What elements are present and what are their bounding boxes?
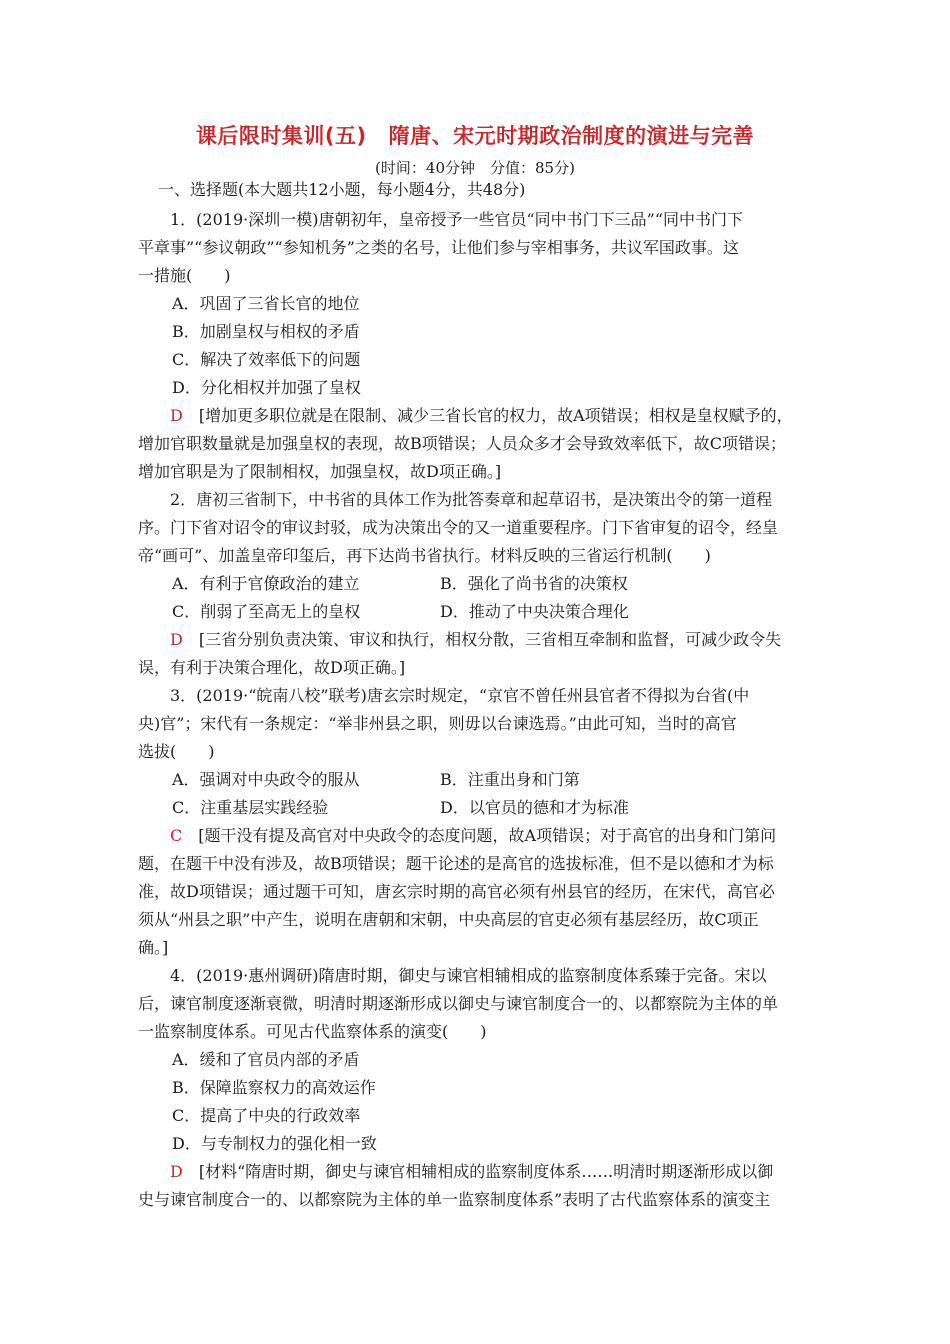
question-3-explanation: 题，在题干中没有涉及，故B项错误；题干论述的是高官的选拔标准，但不是以德和才为标 [138,854,774,873]
question-4-explanation: 史与谏官制度合一的、以都察院为主体的单一监察制度体系”表明了古代监察体系的演变主 [138,1190,771,1209]
question-1-line: 一措施( ) [138,266,231,285]
question-3-option-b: B．注重出身和门第 [440,770,580,789]
question-2-option-a: A．有利于官僚政治的建立 [172,574,360,593]
question-3-option-d: D．以官员的德和才为标准 [440,798,629,817]
question-4-line: 4．(2019·惠州调研)隋唐时期，御史与谏官相辅相成的监察制度体系臻于完备。宋以 [170,966,767,985]
question-3-line: 选拔( ) [138,742,215,761]
question-1-explanation [170,406,850,426]
question-2-explanation: 误，有利于决策合理化，故D项正确。] [138,658,406,677]
question-4-answer: D [170,1162,183,1181]
question-4-option-a: A．缓和了官员内部的矛盾 [172,1050,360,1069]
question-1-option-d: D．分化相权并加强了皇权 [172,378,361,397]
question-4-option-b: B．保障监察权力的高效运作 [172,1078,376,1097]
question-1-explanation: 增加官职是为了限制相权，加强皇权，故D项正确。] [138,462,502,481]
explanation-text: [三省分别负责决策、审议和执行，相权分散，三省相互牵制和监督，可减少政令失 [198,630,782,649]
question-1-option-c: C．解决了效率低下的问题 [172,350,361,369]
question-1-option-b: B．加剧皇权与相权的矛盾 [172,322,360,341]
question-2-line: 2．唐初三省制下，中书省的具体工作为批答奏章和起草诏书，是决策出令的第一道程 [170,490,773,509]
question-1-line: 平章事”“参议朝政”“参知机务”之类的名号，让他们参与宰相事务，共议军国政事。这 [138,238,739,257]
question-4-line: 一监察制度体系。可见古代监察体系的演变( ) [138,1022,487,1041]
question-3-explanation: 确。] [138,938,169,957]
question-2-line: 序。门下省对诏令的审议封驳，成为决策出令的又一道重要程序。门下省审复的诏令，经皇 [138,518,779,537]
question-2-option-c: C．削弱了至高无上的皇权 [172,602,361,621]
question-3-line: 3．(2019·“皖南八校”联考)唐玄宗时规定，“京官不曾任州县官者不得拟为台省(中 [170,686,750,705]
time-score-info: (时间：40分钟 分值：85分) [375,159,575,177]
question-4-explanation [170,1162,850,1182]
question-3-explanation: 准，故D项错误；通过题干可知，唐玄宗时期的高官必须有州县官的经历，在宋代，高官必 [138,882,775,901]
question-1-explanation: 增加官职数量就是加强皇权的表现，故B项错误；人员众多才会导致效率低下，故C项错误； [138,434,787,453]
explanation-text: [增加更多职位就是在限制、减少三省长官的权力，故A项错误；相权是皇权赋予的， [198,406,793,425]
question-2-answer: D [170,630,183,649]
question-4-option-d: D．与专制权力的强化相一致 [172,1134,377,1153]
question-1-option-a: A．巩固了三省长官的地位 [172,294,360,313]
explanation-text: [材料“隋唐时期，御史与谏官相辅相成的监察制度体系……明清时期逐渐形成以御 [198,1162,774,1181]
question-3-option-a: A．强调对中央政令的服从 [172,770,360,789]
question-2-explanation [170,630,850,650]
title-part-1: 课后限时集训(五) [195,124,367,148]
question-3-option-c: C．注重基层实践经验 [172,798,329,817]
question-3-line: 央)官”；宋代有一条规定：“举非州县之职，则毋以台谏选焉。”由此可知，当时的高官 [138,714,737,733]
question-4-option-c: C．提高了中央的行政效率 [172,1106,361,1125]
explanation-text: [题干没有提及高官对中央政令的态度问题，故A项错误；对于高官的出身和门第问 [198,826,777,845]
page-title [0,120,950,150]
question-2-line: 帝“画可”、加盖皇帝印玺后，再下达尚书省执行。材料反映的三省运行机制( ) [138,546,711,565]
question-1-line: 1．(2019·深圳一模)唐朝初年，皇帝授予一些官员“同中书门下三品”“同中书门下 [170,210,744,229]
section-heading: 一、选择题(本大题共12小题，每小题4分，共48分) [158,180,526,199]
title-part-2: 隋唐、宋元时期政治制度的演进与完善 [388,124,755,148]
question-3-explanation [170,826,850,846]
question-4-line: 后，谏官制度逐渐衰微，明清时期逐渐形成以御史与谏官制度合一的、以都察院为主体的单 [138,994,779,1013]
question-2-option-b: B．强化了尚书省的决策权 [440,574,628,593]
question-2-option-d: D．推动了中央决策合理化 [440,602,629,621]
question-1-answer: D [170,406,183,425]
question-3-explanation: 须从“州县之职”中产生，说明在唐朝和宋朝，中央高层的官吏必须有基层经历，故C项正 [138,910,759,929]
question-3-answer: C [170,826,183,845]
